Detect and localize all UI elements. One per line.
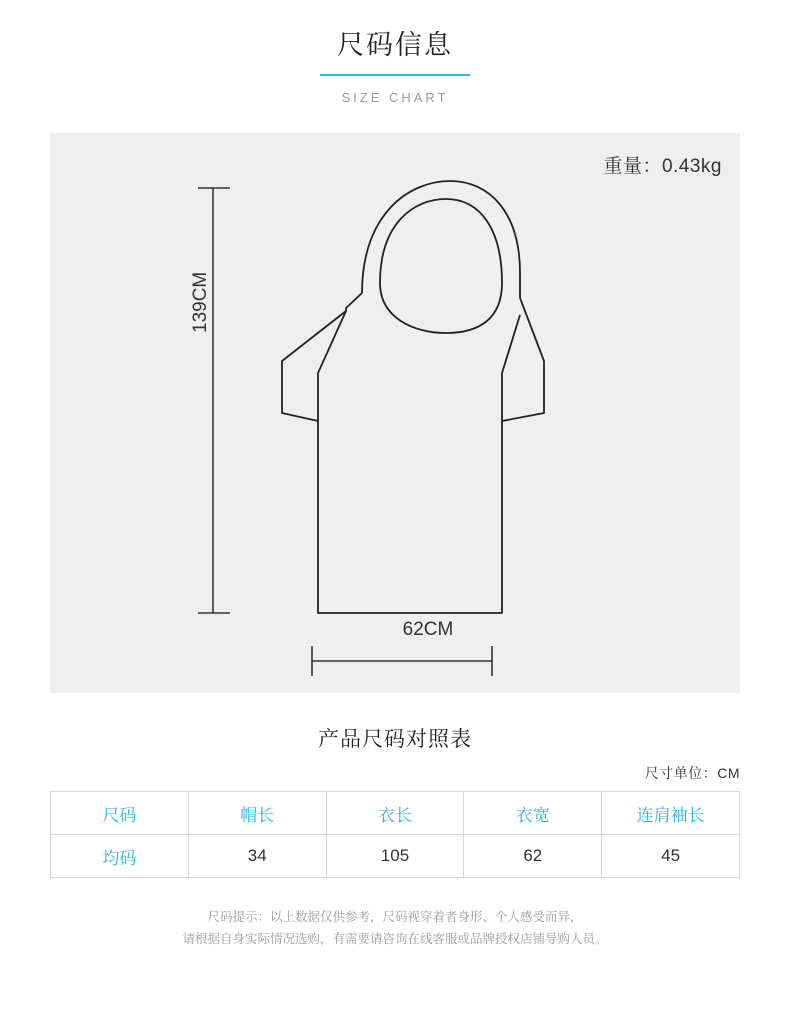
table-row — [51, 835, 740, 878]
size-comparison-table — [50, 791, 740, 878]
table-cell: 34 — [188, 835, 326, 878]
poncho-outline — [282, 181, 544, 613]
weight-label: 重量：0.43kg — [603, 156, 722, 177]
height-dimension-label: 139CM — [190, 271, 211, 333]
table-header-cell: 衣宽 — [464, 792, 602, 835]
table-header-cell: 连肩袖长 — [602, 792, 740, 835]
table-header-row — [51, 792, 740, 835]
table-cell-size-name: 均码 — [51, 835, 189, 878]
garment-illustration-panel — [50, 133, 740, 693]
size-disclaimer — [0, 906, 790, 950]
title-underline-divider — [320, 74, 470, 76]
garment-diagram-svg — [50, 133, 740, 693]
page-header — [0, 0, 790, 105]
size-table-body — [51, 835, 740, 878]
table-header-cell: 衣长 — [326, 792, 464, 835]
width-dimension-label: 62CM — [402, 619, 454, 640]
table-cell: 45 — [602, 835, 740, 878]
disclaimer-line: 尺码提示：以上数据仅供参考，尺码视穿着者身形、个人感受而异， — [207, 910, 583, 924]
width-dimension-line — [312, 646, 492, 676]
size-table-head — [51, 792, 740, 835]
size-unit-note: 尺寸单位：CM — [644, 765, 740, 781]
page-subtitle: SIZE CHART — [341, 90, 449, 105]
table-cell: 62 — [464, 835, 602, 878]
table-header-cell: 尺码 — [51, 792, 189, 835]
table-cell: 105 — [326, 835, 464, 878]
height-dimension-line — [198, 188, 230, 613]
disclaimer-line: 请根据自身实际情况选购，有需要请咨询在线客服或品牌授权店铺导购人员。 — [182, 932, 608, 946]
page-title: 尺码信息 — [337, 30, 453, 60]
table-header-cell: 帽长 — [188, 792, 326, 835]
size-table-title: 产品尺码对照表 — [318, 728, 472, 751]
